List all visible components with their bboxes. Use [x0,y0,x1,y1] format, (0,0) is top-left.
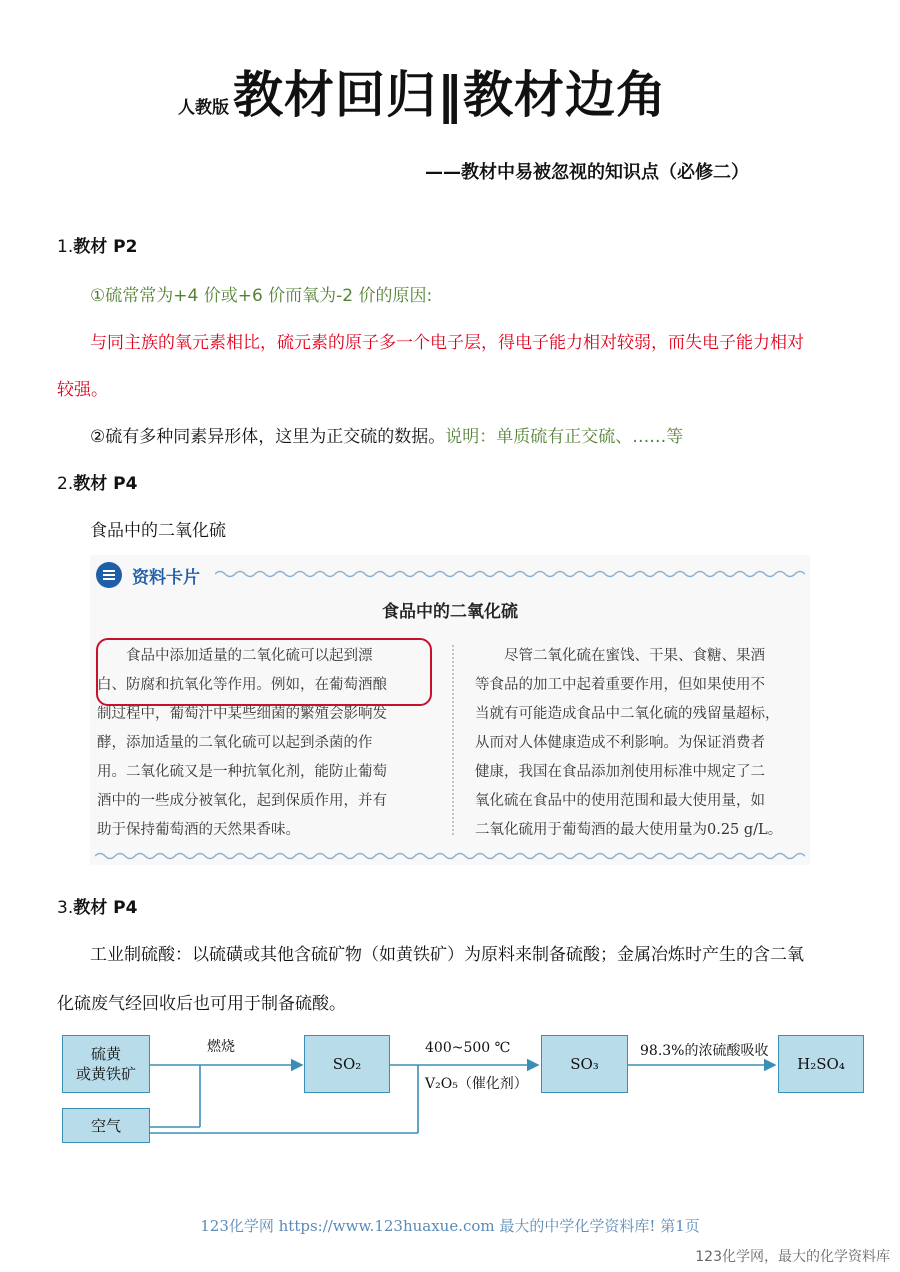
edition-label: 人教版 [178,98,229,118]
s3-line1: 工业制硫酸：以硫磺或其他含硫矿物（如黄铁矿）为原料来制备硫酸；金属冶炼时产生的含二氧 [90,945,804,965]
section-2-heading [57,469,137,494]
flow-box-raw-material: 硫黄 或黄铁矿 [62,1035,150,1093]
card-right-column [475,642,782,845]
card-right-line: 健康，我国在食品添加剂使用标准中规定了二 [475,764,765,780]
wavy-divider [215,568,805,580]
card-left-line: 助于保持葡萄酒的天然果香味。 [97,822,300,838]
card-right-line: 从而对人体健康造成不利影响。为保证消费者 [475,735,765,751]
s1-line1: ①硫常常为+4 价或+6 价而氧为-2 价的原因: [90,286,433,306]
section-3-heading [57,893,137,918]
s1-line3: 较强。 [57,380,108,400]
card-right-line: 氧化硫在食品中的使用范围和最大使用量，如 [475,793,765,809]
wavy-divider-bottom [95,850,805,862]
card-label: 资料卡片 [132,568,200,588]
card-right-line: 等食品的加工中起着重要作用，但如果使用不 [475,677,765,693]
section-3-number: 3. [57,898,74,918]
flow-label-temperature: 400~500 ℃ [425,1040,511,1056]
section-1-heading [57,232,137,257]
footer-watermark: 123化学网，最大的化学资料库 [695,1249,890,1265]
footer-source: 123化学网 https://www.123huaxue.com 最大的中学化学资料库! 第1页 [200,1217,700,1235]
page-subtitle: ——教材中易被忽视的知识点（必修二） [425,162,749,183]
card-right-line: 当就有可能造成食品中二氧化硫的残留量超标， [475,706,780,722]
highlight-box [96,638,432,706]
s1-line4 [90,422,683,447]
flow-box-so3: SO₃ [541,1035,628,1093]
s2-text: 食品中的二氧化硫 [90,521,226,541]
s1-line4-green: 说明：单质硫有正交硫、……等 [445,427,684,447]
card-left-line: 酵，添加适量的二氧化硫可以起到杀菌的作 [97,735,373,751]
card-left-line: 食品中添加适量的二氧化硫可以起到漂 [126,648,373,664]
card-left-line: 用。二氧化硫又是一种抗氧化剂，能防止葡萄 [97,764,387,780]
card-column-divider [452,645,454,835]
flow-label-absorb: 98.3%的浓硫酸吸收 [640,1043,769,1059]
flow-box-air: 空气 [62,1108,150,1143]
card-left-line: 制过程中，葡萄汁中某些细菌的繁殖会影响发 [97,706,387,722]
s1-line2: 与同主族的氧元素相比，硫元素的原子多一个电子层，得电子能力相对较弱，而失电子能力相对 [90,333,804,353]
s3-line2: 化硫废气经回收后也可用于制备硫酸。 [57,994,346,1014]
card-right-line: 二氧化硫用于葡萄酒的最大使用量为0.25 g/L。 [475,822,783,838]
flow-label-catalyst: V₂O₅（催化剂） [425,1076,528,1092]
document-icon [96,562,122,588]
card-left-line: 白、防腐和抗氧化等作用。例如，在葡萄酒酿 [97,677,387,693]
flow-box-h2so4: H₂SO₄ [778,1035,864,1093]
section-1-ref: 教材 P2 [73,237,138,257]
s1-line4-black: ②硫有多种同素异形体，这里为正交硫的数据。 [90,427,446,447]
page-title: 教材回归‖教材边角 [233,66,667,124]
card-left-line: 酒中的一些成分被氧化，起到保质作用，并有 [97,793,387,809]
card-title: 食品中的二氧化硫 [382,602,518,622]
card-right-line: 尽管二氧化硫在蜜饯、干果、食糖、果酒 [504,648,765,664]
flow-box-so2: SO₂ [304,1035,390,1093]
section-1-number: 1. [57,237,74,257]
section-3-ref: 教材 P4 [73,898,138,918]
flow-label-burn: 燃烧 [207,1039,235,1055]
section-2-number: 2. [57,474,74,494]
section-2-ref: 教材 P4 [73,474,138,494]
